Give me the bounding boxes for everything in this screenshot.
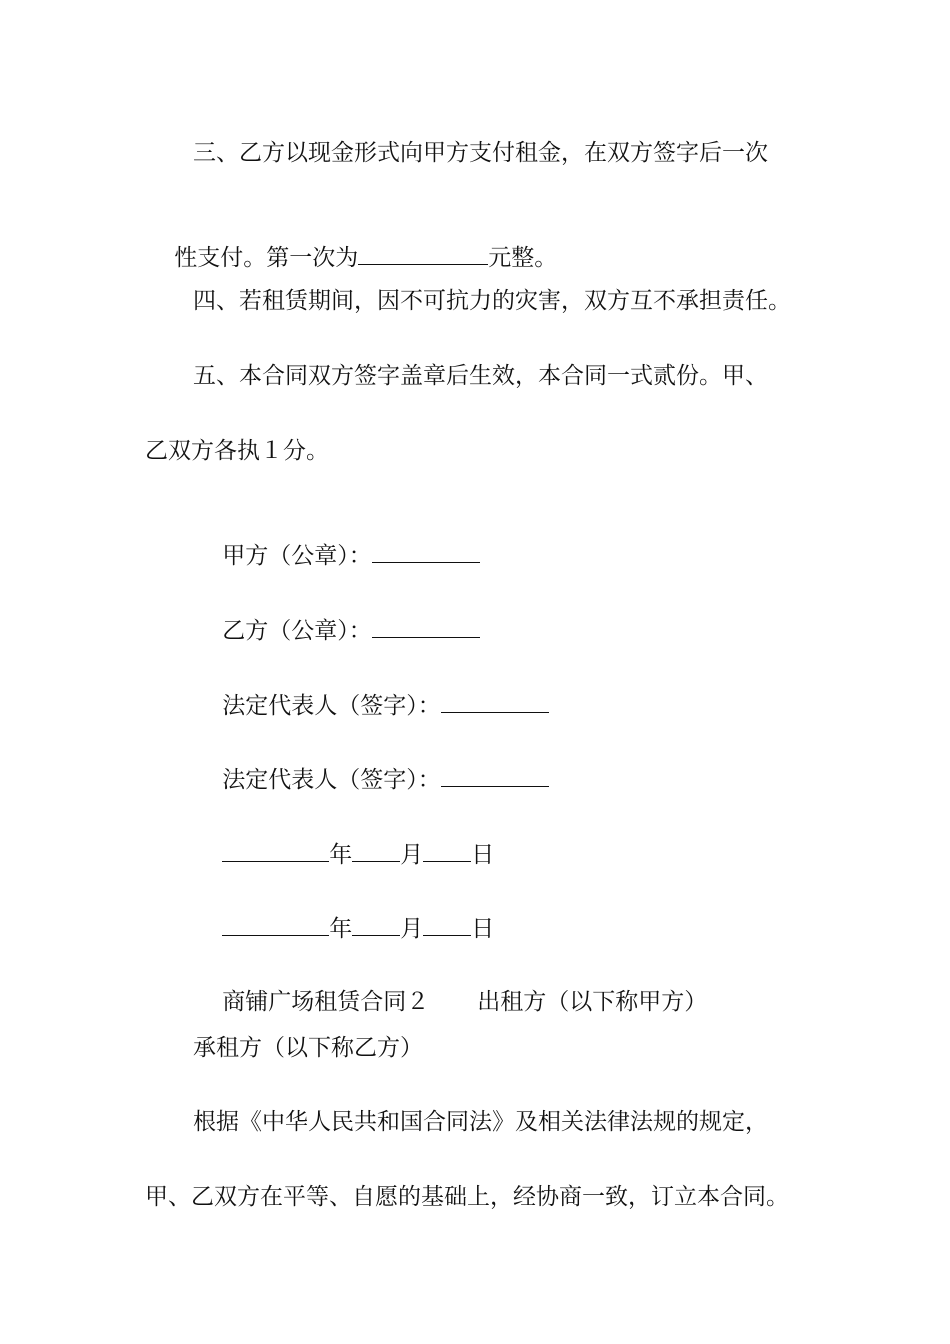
rep-sign-label-1: 法定代表人（签字）： [222, 693, 441, 719]
party-a-seal-label: 甲方（公章）： [222, 543, 372, 569]
month-blank-2 [352, 913, 400, 936]
month-label-2: 月 [400, 916, 424, 942]
contract-2-title: 商铺广场租赁合同２ [222, 989, 430, 1015]
basis-line-2: 甲、乙双方在平等、自愿的基础上，经协商一致，订立本合同。 [145, 1184, 789, 1210]
clause-5-line-2: 乙双方各执１分。 [145, 438, 329, 464]
clause-3-line-1: 三、乙方以现金形式向甲方支付租金，在双方签字后一次 [193, 140, 768, 166]
party-b-seal-label: 乙方（公章）： [222, 618, 372, 644]
party-a-seal-blank [372, 540, 480, 563]
basis-line-1: 根据《中华人民共和国合同法》及相关法律法规的规定， [193, 1109, 768, 1135]
rep-sign-label-2: 法定代表人（签字）： [222, 767, 441, 793]
month-label-1: 月 [400, 842, 424, 868]
day-label-2: 日 [471, 916, 495, 942]
year-label-2: 年 [329, 916, 353, 942]
year-blank-1 [222, 839, 329, 862]
clause-5-line-1: 五、本合同双方签字盖章后生效，本合同一式贰份。甲、 [193, 363, 768, 389]
year-blank-2 [222, 913, 329, 936]
clause-3-line-2-text: 性支付。第一次为 [174, 245, 359, 271]
day-blank-2 [423, 913, 471, 936]
year-label-1: 年 [329, 842, 353, 868]
clause-3-line-2-suffix: 元整。 [488, 245, 558, 271]
lessor-label: 出租方（以下称甲方） [477, 989, 708, 1015]
rep-sign-blank-2 [441, 764, 549, 787]
month-blank-1 [352, 839, 400, 862]
clause-4: 四、若租赁期间，因不可抗力的灾害，双方互不承担责任。 [193, 288, 791, 314]
lessee-label: 承租方（以下称乙方） [193, 1035, 423, 1061]
rep-sign-blank-1 [441, 690, 549, 713]
day-label-1: 日 [471, 842, 495, 868]
party-b-seal-blank [372, 615, 480, 638]
day-blank-1 [423, 839, 471, 862]
amount-blank [358, 242, 488, 265]
